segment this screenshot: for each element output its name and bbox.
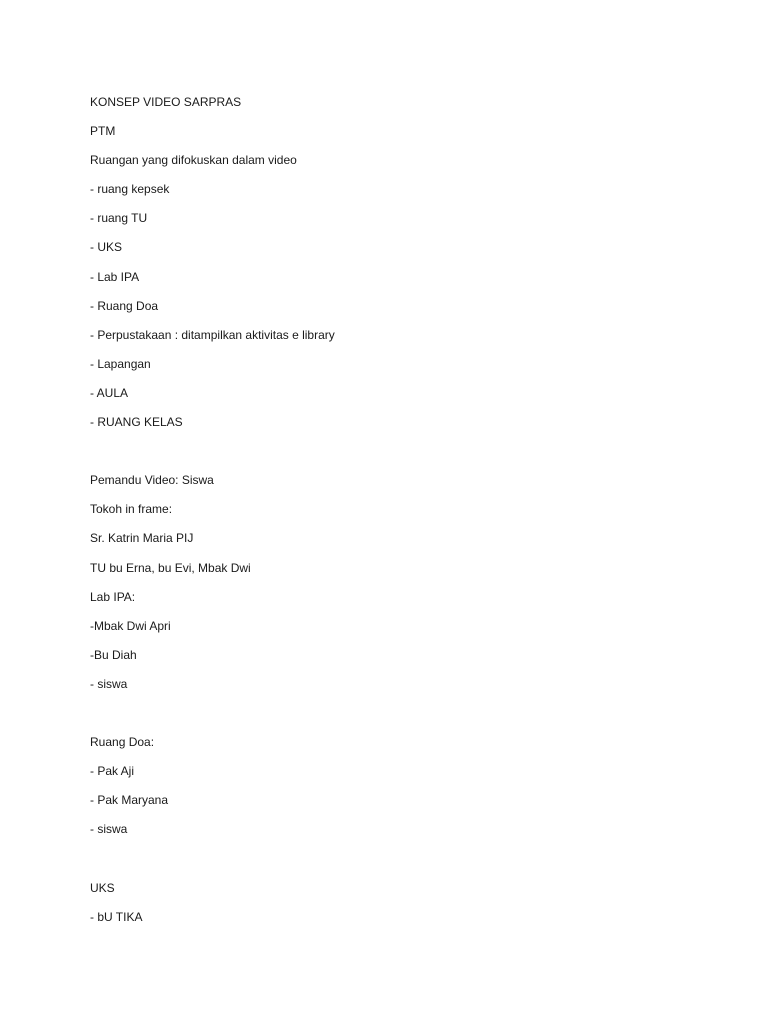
list-item: - Ruang Doa bbox=[90, 298, 159, 313]
list-item: - ruang kepsek bbox=[90, 182, 170, 197]
list-item: -Bu Diah bbox=[90, 647, 137, 662]
list-item: - RUANG KELAS bbox=[90, 415, 183, 430]
list-item: - ruang TU bbox=[90, 211, 148, 226]
text-line: Pemandu Video: Siswa bbox=[90, 473, 214, 488]
list-item: - Pak Maryana bbox=[90, 793, 169, 808]
blank-line bbox=[90, 442, 335, 471]
list-item: - AULA bbox=[90, 385, 129, 400]
text-line: TU bu Erna, bu Evi, Mbak Dwi bbox=[90, 560, 251, 575]
text-line: UKS bbox=[90, 880, 115, 895]
list-item: - UKS bbox=[90, 240, 123, 255]
text-line: Sr. Katrin Maria PIJ bbox=[90, 531, 194, 546]
text-line: Tokoh in frame: bbox=[90, 502, 173, 517]
blank-line bbox=[90, 849, 335, 878]
document-body bbox=[90, 93, 335, 937]
list-item: - Lapangan bbox=[90, 356, 151, 371]
list-item: - Pak Aji bbox=[90, 764, 135, 779]
list-item: - Lab IPA bbox=[90, 269, 140, 284]
blank-line bbox=[90, 704, 335, 733]
text-line: Ruang Doa: bbox=[90, 735, 155, 750]
text-line: PTM bbox=[90, 124, 116, 139]
list-item: - siswa bbox=[90, 676, 128, 691]
document-title: KONSEP VIDEO SARPRAS bbox=[90, 95, 242, 109]
list-item: -Mbak Dwi Apri bbox=[90, 618, 171, 633]
text-line: Ruangan yang difokuskan dalam video bbox=[90, 153, 297, 168]
list-item: - bU TIKA bbox=[90, 909, 143, 924]
text-line: Lab IPA: bbox=[90, 589, 136, 604]
list-item: - siswa bbox=[90, 822, 128, 837]
list-item: - Perpustakaan : ditampilkan aktivitas e library bbox=[90, 327, 335, 342]
